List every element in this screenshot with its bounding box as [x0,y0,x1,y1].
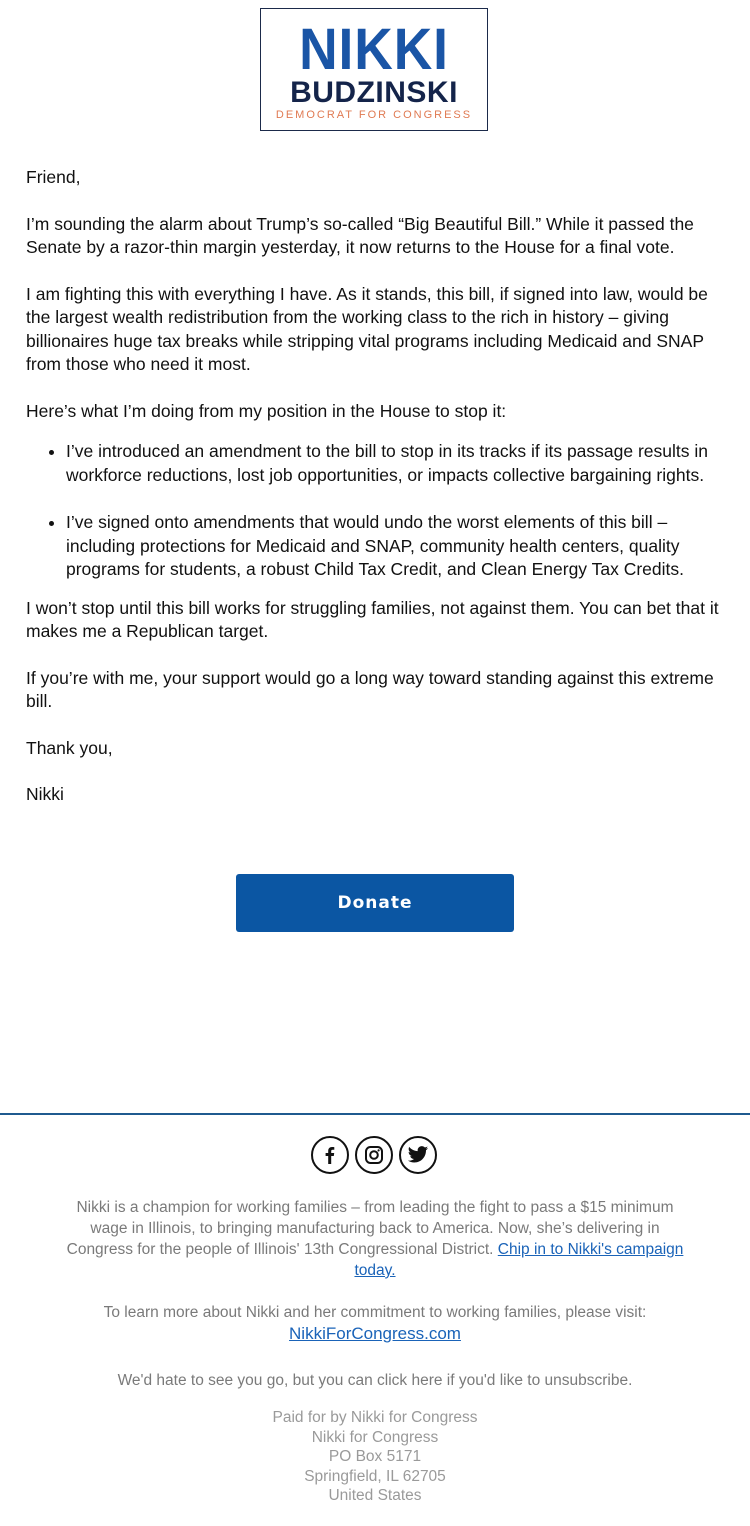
list-item: • I’ve signed onto amendments that would undo the worst elements of this bill – including protections for Medicaid and SNAP, community health centers, quality programs for students, a robust Child Tax Credit, and Clean Energy Tax Credits. [66,511,726,582]
list-item: • I’ve introduced an amendment to the bill to stop in its tracks if its passage results in workforce reductions, lost job opportunities, or impacts collective bargaining rights. [66,440,726,487]
paragraph-alarm: I’m sounding the alarm about Trump’s so-called “Big Beautiful Bill.” While it passed the Senate by a razor-thin margin yesterday, it now returns to the House for a final vote. [26,213,694,257]
footer-disclaimer [60,1408,690,1506]
facebook-icon[interactable] [311,1136,349,1174]
signoff: Thank you, [26,737,113,758]
unsubscribe-text[interactable]: We'd hate to see you go, but you can click here if you'd like to unsubscribe. [117,1372,633,1389]
paragraph-what-im-doing: Here’s what I’m doing from my position in the House to stop it: [26,400,507,421]
email-body [26,166,726,830]
footer-divider [0,1113,750,1115]
website-link[interactable]: NikkiForCongress.com [289,1324,461,1343]
logo-last-name: BUDZINSKI [290,76,458,109]
action-list [26,440,726,582]
learn-more-text: To learn more about Nikki and her commitment to working families, please visit: [103,1304,647,1321]
paragraph-fighting: I am fighting this with everything I have. As it stands, this bill, if signed into law, would be the largest wealth redistribution from the working class to the rich in history – giving billionaires huge tax breaks while stripping vital programs including Medicaid and SNAP from those who need it most. [26,283,708,374]
po-box: PO Box 5171 [328,1448,422,1465]
paragraph-support: If you’re with me, your support would go a long way toward standing against this extreme bill. [26,667,714,711]
footer-about [60,1197,690,1281]
social-links [0,1136,750,1176]
donate-button[interactable]: Donate [236,874,514,932]
instagram-icon[interactable] [355,1136,393,1174]
org-name: Nikki for Congress [311,1428,439,1446]
greeting: Friend, [26,167,81,187]
signature: Nikki [26,784,64,804]
footer-about-text: Nikki is a champion for working families – from leading the fight to pass a $15 minimum wage in Illinois, to bringing manufacturing back to America. Now, she’s delivering in Congress for the people of Illinois' 13th Congressional District. [66,1199,674,1258]
donate-container [236,874,514,932]
footer-unsubscribe [60,1370,690,1391]
chip-in-link[interactable]: Chip in to Nikki's campaign today. [354,1241,684,1279]
campaign-logo [260,8,488,131]
footer-learn-more [60,1302,690,1345]
logo-tagline: DEMOCRAT FOR CONGRESS [275,109,473,121]
logo-first-name: NIKKI [299,17,449,82]
twitter-icon[interactable] [399,1136,437,1174]
city-state-zip: Springfield, IL 62705 [304,1467,446,1485]
country: United States [328,1487,422,1504]
paid-for-text: Paid for by Nikki for Congress [272,1409,478,1426]
paragraph-wont-stop: I won’t stop until this bill works for struggling families, not against them. You can bet that it makes me a Republican target. [26,597,719,641]
